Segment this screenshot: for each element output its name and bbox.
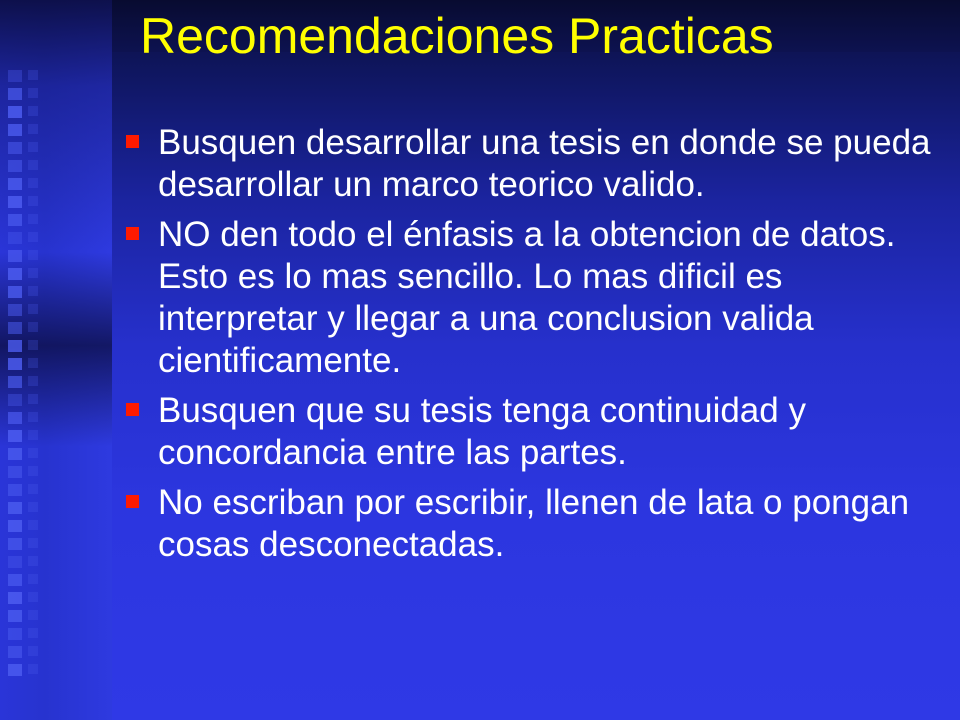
decorative-square xyxy=(8,196,22,208)
decorative-square xyxy=(28,232,38,242)
square-bullet-icon xyxy=(126,403,139,416)
bullet-item xyxy=(122,214,942,382)
decorative-square xyxy=(8,484,22,496)
decorative-square xyxy=(8,412,22,424)
decorative-square xyxy=(8,358,22,370)
decorative-square xyxy=(28,466,38,476)
decorative-square xyxy=(8,430,22,442)
decorative-square xyxy=(28,520,38,530)
decorative-square xyxy=(8,232,22,244)
bullet-text: No escriban por escribir, llenen de lata o pongan cosas desconectadas. xyxy=(158,483,910,564)
decorative-square xyxy=(28,178,38,188)
decorative-square xyxy=(28,430,38,440)
decorative-square xyxy=(28,376,38,386)
bullet-item xyxy=(122,122,942,206)
bullet-list xyxy=(122,122,942,574)
decorative-square xyxy=(8,70,22,82)
decorative-square xyxy=(28,250,38,260)
bullet-item xyxy=(122,482,942,566)
decorative-square xyxy=(8,268,22,280)
bullet-text: Busquen que su tesis tenga continuidad y concordancia entre las partes. xyxy=(158,391,806,472)
decorative-square xyxy=(28,574,38,584)
bullet-text: NO den todo el énfasis a la obtencion de datos. Esto es lo mas sencillo. Lo mas dificil es interpretar y llegar a una conclusion valida cientificamente. xyxy=(158,215,896,380)
decorative-square xyxy=(28,484,38,494)
square-bullet-icon xyxy=(126,135,139,148)
decorative-square xyxy=(28,268,38,278)
decorative-square xyxy=(28,628,38,638)
bullet-text: Busquen desarrollar una tesis en donde se pueda desarrollar un marco teorico valido. xyxy=(158,123,931,204)
decorative-square xyxy=(28,448,38,458)
decorative-square xyxy=(28,592,38,602)
decorative-square xyxy=(28,394,38,404)
decorative-square xyxy=(8,214,22,226)
decorative-square xyxy=(8,610,22,622)
slide-title: Recomendaciones Practicas xyxy=(140,8,774,64)
decorative-square xyxy=(28,124,38,134)
decorative-square xyxy=(28,322,38,332)
decorative-square xyxy=(28,610,38,620)
left-decorative-strip xyxy=(0,0,112,720)
decorative-square xyxy=(8,124,22,136)
decorative-square xyxy=(8,106,22,118)
decorative-square xyxy=(8,142,22,154)
decorative-square xyxy=(8,376,22,388)
decorative-square xyxy=(28,304,38,314)
decorative-square xyxy=(28,340,38,350)
decorative-square xyxy=(8,340,22,352)
decorative-square xyxy=(8,592,22,604)
decorative-square xyxy=(28,538,38,548)
bullet-item xyxy=(122,390,942,474)
decorative-square xyxy=(8,394,22,406)
decorative-square xyxy=(8,322,22,334)
decorative-square xyxy=(8,160,22,172)
decorative-square xyxy=(8,250,22,262)
decorative-square xyxy=(28,556,38,566)
decorative-square xyxy=(8,538,22,550)
decorative-square xyxy=(28,214,38,224)
decorative-square xyxy=(8,88,22,100)
decorative-square xyxy=(28,646,38,656)
decorative-square xyxy=(28,88,38,98)
decorative-square xyxy=(8,520,22,532)
square-bullet-icon xyxy=(126,227,139,240)
decorative-square xyxy=(8,286,22,298)
decorative-square xyxy=(28,358,38,368)
decorative-square xyxy=(8,448,22,460)
decorative-square xyxy=(28,160,38,170)
decorative-square xyxy=(8,628,22,640)
decorative-square xyxy=(28,286,38,296)
decorative-square xyxy=(28,70,38,80)
decorative-square xyxy=(8,556,22,568)
decorative-square xyxy=(28,142,38,152)
decorative-square xyxy=(8,304,22,316)
square-bullet-icon xyxy=(126,495,139,508)
decorative-square xyxy=(28,502,38,512)
decorative-square xyxy=(8,646,22,658)
decorative-square xyxy=(28,664,38,674)
decorative-square xyxy=(8,664,22,676)
decorative-square xyxy=(28,196,38,206)
decorative-square xyxy=(8,502,22,514)
decorative-square xyxy=(8,574,22,586)
decorative-square xyxy=(8,178,22,190)
decorative-square xyxy=(8,466,22,478)
decorative-square xyxy=(28,106,38,116)
decorative-square xyxy=(28,412,38,422)
